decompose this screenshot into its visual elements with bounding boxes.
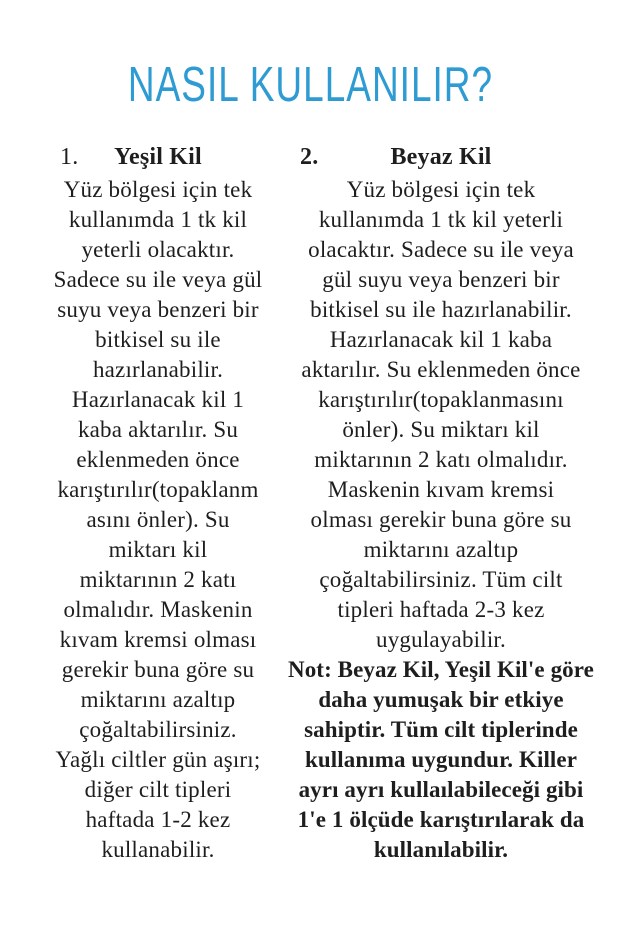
section-yesil-kil (30, 141, 286, 865)
section-title: Beyaz Kil (390, 144, 492, 170)
page-title: NASIL KULLANILIR? (127, 57, 494, 112)
section-heading-beyaz-kil (288, 141, 594, 173)
section-note: Not: Beyaz Kil, Yeşil Kil'e göre daha yumuşak bir etkiye sahiptir. Tüm cilt tiplerinde kullanıma uygundur. Killer ayrı ayrı kullaılabileceği gibi 1'e 1 ölçüde karıştırılarak da kullanılabilir. (288, 657, 594, 862)
section-body-beyaz-kil: Yüz bölgesi için tek kullanımda 1 tk kil yeterli olacaktır. Sadece su ile veya gül suyu veya benzeri bir bitkisel su ile hazırlanabilir. Hazırlanacak kil 1 kaba aktarılır. Su eklenmeden önce karıştırılır(topaklanmasını önler). Su miktarı kil miktarının 2 katı olmalıdır. Maskenin kıvam kremsi olması gerekir buna göre su miktarını azaltıp çoğaltabilirsiniz. Tüm cilt tipleri haftada 2-3 kez uygulayabilir. (301, 177, 581, 652)
section-body-yesil-kil: Yüz bölgesi için tek kullanımda 1 tk kil yeterli olacaktır. Sadece su ile veya gül suyu veya benzeri bir bitkisel su ile hazırlanabilir. Hazırlanacak kil 1 kaba aktarılır. Su eklenmeden önce karıştırılır(topaklanm asını önler). Su miktarı kil miktarının 2 katı olmalıdır. Maskenin kıvam kremsi olması gerekir buna göre su miktarını azaltıp çoğaltabilirsiniz. Yağlı ciltler gün aşırı; diğer cilt tipleri haftada 1-2 kez kullanabilir. (53, 177, 263, 862)
section-title: Yeşil Kil (114, 144, 202, 170)
columns-container (30, 141, 594, 865)
section-beyaz-kil (288, 141, 594, 865)
section-number: 1. (60, 144, 79, 170)
section-number: 2. (300, 144, 319, 170)
section-heading-yesil-kil (30, 141, 286, 173)
